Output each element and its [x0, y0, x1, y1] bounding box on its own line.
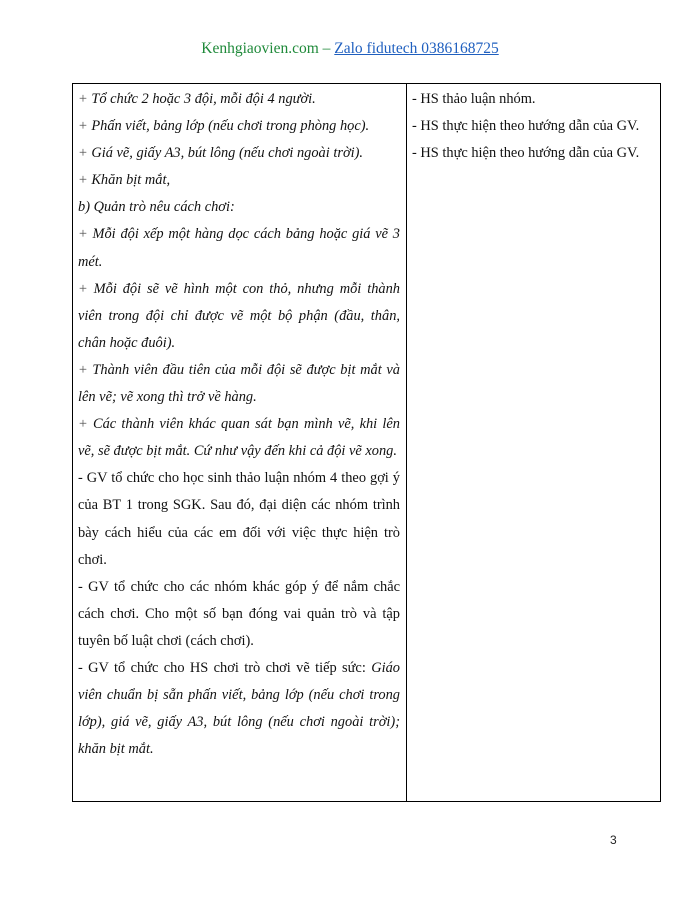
activity-feedback: - GV tổ chức cho các nhóm khác góp ý để nắm chắc cách chơi. Cho một số bạn đóng vai quản trò và tập tuyên bố luật chơi (cách chơi).	[78, 578, 400, 649]
header-site[interactable]: Kenhgiaovien.com	[201, 40, 319, 57]
page-number: 3	[610, 833, 617, 847]
student-activity-cell	[407, 84, 661, 802]
header-contact-link[interactable]: Zalo fidutech 0386168725	[334, 40, 499, 57]
teacher-activity-cell	[73, 84, 407, 802]
rules-heading: b) Quản trò nêu cách chơi:	[78, 199, 235, 216]
rule-item: + Các thành viên khác quan sát bạn mình vẽ, khi lên vẽ, sẽ được bịt mắt. Cứ như vậy đến khi cả đội vẽ xong.	[78, 416, 400, 460]
setup-item: + Khăn bịt mắt,	[78, 172, 171, 189]
table-row	[73, 84, 661, 802]
rule-item: + Mỗi đội xếp một hàng dọc cách bảng hoặc giá vẽ 3 mét.	[78, 226, 400, 270]
rule-item: + Mỗi đội sẽ vẽ hình một con thỏ, nhưng mỗi thành viên trong đội chỉ được vẽ một bộ phận (đầu, thân, chân hoặc đuôi).	[78, 280, 400, 351]
page-header	[0, 40, 700, 58]
lesson-table	[72, 83, 661, 802]
student-response: - HS thảo luận nhóm.	[412, 91, 536, 107]
student-response: - HS thực hiện theo hướng dẫn của GV.	[412, 145, 640, 162]
student-response: - HS thực hiện theo hướng dẫn của GV.	[412, 118, 640, 135]
setup-item: + Tổ chức 2 hoặc 3 đội, mỗi đội 4 người.	[78, 91, 316, 107]
activity-group-discussion: - GV tổ chức cho học sinh thảo luận nhóm 4 theo gợi ý của BT 1 trong SGK. Sau đó, đại diện các nhóm trình bày cách hiểu của các em đối với việc thực hiện trò chơi.	[78, 470, 400, 568]
header-separator: –	[322, 40, 331, 57]
setup-item: + Phấn viết, bảng lớp (nếu chơi trong phòng học).	[78, 118, 370, 135]
setup-item: + Giá vẽ, giấy A3, bút lông (nếu chơi ngoài trời).	[78, 145, 364, 162]
activity-relay-game: - GV tổ chức cho HS chơi trò chơi vẽ tiếp sức: Giáo viên chuẩn bị sẵn phấn viết, bảng lớp (nếu chơi trong lớp), giá vẽ, giấy A3, bút lông (nếu chơi ngoài trời); khăn bịt mắt.	[78, 659, 400, 758]
rule-item: + Thành viên đầu tiên của mỗi đội sẽ được bịt mắt và lên vẽ; vẽ xong thì trở về hàng.	[78, 361, 400, 406]
